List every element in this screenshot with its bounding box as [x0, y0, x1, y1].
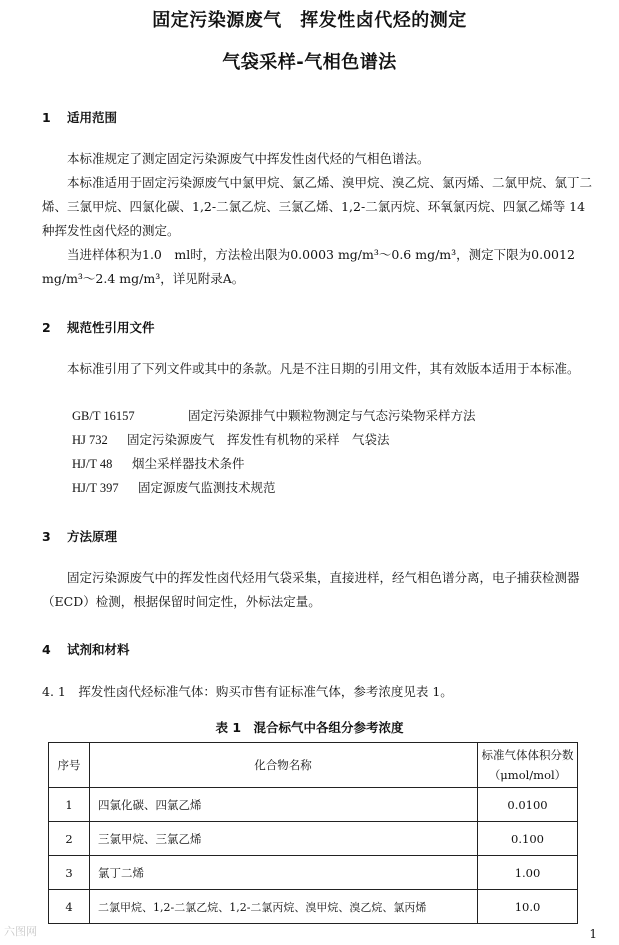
- cell-compound-name: 四氯化碳、四氯乙烯: [90, 788, 478, 822]
- table-row: [49, 788, 578, 822]
- table-header-row: [49, 743, 578, 788]
- paragraph-scope-3: 当进样体积为1.0 ml时，方法检出限为0.0003 mg/m³～0.6 mg/m³，测定下限为0.0012 mg/m³～2.4 mg/m³，详见附录A。: [42, 247, 575, 286]
- reference-title: 烟尘采样器技术条件: [132, 456, 245, 471]
- section-1-heading: [42, 108, 117, 126]
- table-row: [49, 856, 578, 890]
- watermark-logo: 六图网: [4, 925, 37, 938]
- page-number: 1: [589, 927, 597, 941]
- section-number: 3: [42, 529, 51, 544]
- section-title: 适用范围: [67, 110, 118, 125]
- cell-serial-number: 4: [49, 890, 90, 924]
- cell-serial-number: 3: [49, 856, 90, 890]
- reference-item: [72, 454, 245, 472]
- cell-compound-name: 二氯甲烷、1,2-二氯乙烷、1,2-二氯丙烷、溴甲烷、溴乙烷、氯丙烯: [90, 890, 478, 924]
- paragraph-reagent-4-1: 4. 1 挥发性卤代烃标准气体：购买市售有证标准气体，参考浓度见表 1。: [42, 684, 453, 699]
- cell-concentration: 10.0: [478, 890, 578, 924]
- section-title: 方法原理: [67, 529, 118, 544]
- header-serial-number: 序号: [49, 743, 90, 788]
- paragraph-scope-1: 本标准规定了测定固定污染源废气中挥发性卤代烃的气相色谱法。: [67, 151, 430, 166]
- cell-compound-name: 三氯甲烷、三氯乙烯: [90, 822, 478, 856]
- header-compound-name: 化合物名称: [90, 743, 478, 788]
- section-title: 试剂和材料: [67, 642, 130, 657]
- cell-serial-number: 2: [49, 822, 90, 856]
- paragraph-references-intro: 本标准引用了下列文件或其中的条款。凡是不注日期的引用文件，其有效版本适用于本标准。: [67, 361, 580, 376]
- paragraph-principle: 固定污染源废气中的挥发性卤代烃用气袋采集，直接进样，经气相色谱分离，电子捕获检测器（ECD）检测，根据保留时间定性，外标法定量。: [42, 570, 580, 609]
- section-title: 规范性引用文件: [67, 320, 155, 335]
- header-volume-fraction-unit: （μmol/mol）: [488, 768, 567, 782]
- cell-compound-name: 氯丁二烯: [90, 856, 478, 890]
- reference-concentration-table: [48, 742, 578, 924]
- section-2-heading: [42, 318, 155, 336]
- section-number: 4: [42, 642, 51, 657]
- cell-concentration: 0.100: [478, 822, 578, 856]
- reference-title: 固定源废气监测技术规范: [138, 480, 276, 495]
- paragraph-scope-2: 本标准适用于固定污染源废气中氯甲烷、氯乙烯、溴甲烷、溴乙烷、氯丙烯、二氯甲烷、氯丁二烯、三氯甲烷、四氯化碳、1,2-二氯乙烷、三氯乙烯、1,2-二氯丙烷、环氧氯丙烷、四氯乙烯等 14 种挥发性卤代烃的测定。: [42, 175, 593, 238]
- reference-code: GB/T 16157: [72, 409, 135, 423]
- section-4-heading: [42, 640, 130, 658]
- cell-concentration: 1.00: [478, 856, 578, 890]
- reference-code: HJ 732: [72, 433, 108, 447]
- section-number: 2: [42, 320, 51, 335]
- reference-item: [72, 406, 476, 424]
- header-volume-fraction: [478, 743, 578, 788]
- reference-item: [72, 478, 276, 496]
- reference-code: HJ/T 397: [72, 481, 119, 495]
- document-title-line1: 固定污染源废气 挥发性卤代烃的测定: [152, 10, 467, 31]
- section-number: 1: [42, 110, 51, 125]
- document-title-line2: 气袋采样-气相色谱法: [222, 52, 397, 73]
- cell-concentration: 0.0100: [478, 788, 578, 822]
- reference-title: 固定污染源排气中颗粒物测定与气态污染物采样方法: [188, 408, 476, 423]
- cell-serial-number: 1: [49, 788, 90, 822]
- table-title: 表 1 混合标气中各组分参考浓度: [215, 720, 404, 735]
- reference-title: 固定污染源废气 挥发性有机物的采样 气袋法: [127, 432, 390, 447]
- section-3-heading: [42, 527, 117, 545]
- reference-code: HJ/T 48: [72, 457, 113, 471]
- table-row: [49, 822, 578, 856]
- reference-item: [72, 430, 390, 448]
- table-row: [49, 890, 578, 924]
- header-volume-fraction-label: 标准气体体积分数: [481, 748, 574, 762]
